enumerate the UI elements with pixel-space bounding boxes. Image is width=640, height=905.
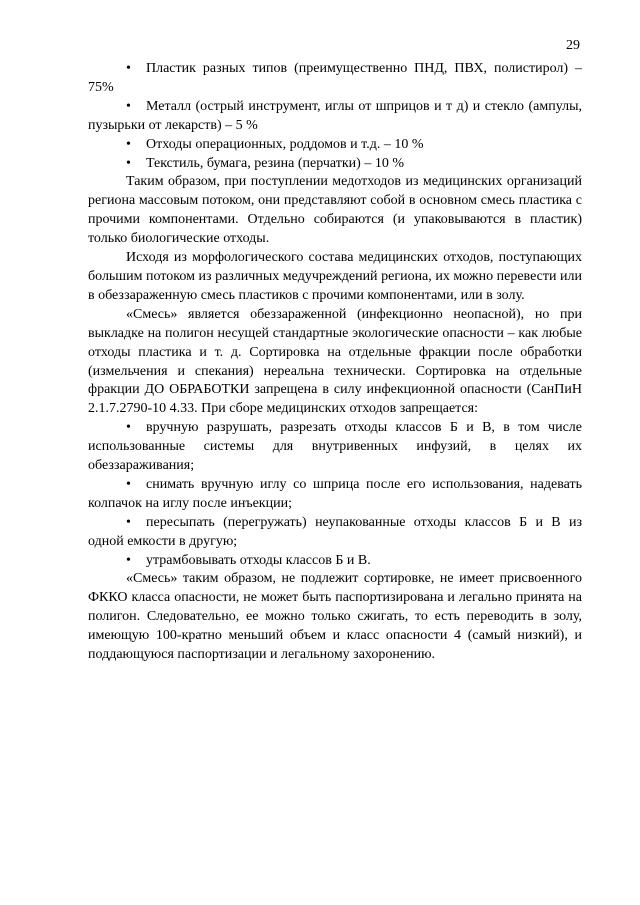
list-item xyxy=(88,98,582,136)
list-item-text: Отходы операционных, роддомов и т.д. – 10 % xyxy=(146,136,424,152)
list-item xyxy=(88,419,582,476)
paragraph: «Смесь» является обеззараженной (инфекционно неопасной), но при выкладке на полигон несущей стандартные экологические опасности – как любые отходы пластика и т. д. Сортировка на отдельные фракции после обработки (измельчения и спекания) нереальна технически. Сортировка на отдельные фракции ДО ОБРАБОТКИ запрещена в силу инфекционной опасности (СанПиН 2.1.7.2790-10 4.33. При сборе медицинских отходов запрещается: xyxy=(88,306,582,417)
paragraph: «Смесь» таким образом, не подлежит сортировке, не имеет присвоенного ФККО класса опасности, не может быть паспортизирована и легально принята на полигон. Следовательно, ее можно только сжигать, то есть переводить в золу, имеющую 100-кратно меньший объем и класс опасности 4 (самый низкий), и поддающуюся паспортизации и легальному захоронению. xyxy=(88,571,582,663)
bullet-icon: • xyxy=(126,420,131,436)
paragraph: Исходя из морфологического состава медицинских отходов, поступающих большим потоком из различных медучреждений региона, их можно перевести или в обеззараженную смесь пластиков с прочими компонентами, или в золу. xyxy=(88,250,582,303)
list-item xyxy=(88,60,582,98)
bullet-icon: • xyxy=(126,476,131,492)
list-item xyxy=(88,552,582,571)
bullet-icon: • xyxy=(126,98,131,114)
list-item xyxy=(88,136,582,155)
list-item xyxy=(88,514,582,552)
list-item-text: утрамбовывать отходы классов Б и В. xyxy=(146,552,371,568)
list-item-text: снимать вручную иглу со шприца после его использования, надевать колпачок на иглу после инъекции; xyxy=(88,476,582,511)
list-item-text: Пластик разных типов (преимущественно ПНД, ПВХ, полистирол) –75% xyxy=(88,61,582,95)
document-body xyxy=(88,60,582,665)
paragraph: Таким образом, при поступлении медотходов из медицинских организаций региона массовым потоком, они представляют собой в основном смесь пластика с прочими компонентами. Отдельно собираются (и упаковываются в пластик) только биологические отходы. xyxy=(88,174,582,247)
list-item xyxy=(88,155,582,174)
bullet-icon: • xyxy=(126,514,131,530)
bullet-icon: • xyxy=(126,136,131,152)
page-number: 29 xyxy=(566,38,580,53)
bullet-icon: • xyxy=(126,155,131,171)
list-item-text: Металл (острый инструмент, иглы от шприцов и т д) и стекло (ампулы, пузырьки от лекарств) – 5 % xyxy=(88,98,582,133)
list-item-text: Текстиль, бумага, резина (перчатки) – 10 % xyxy=(146,155,404,171)
bullet-icon: • xyxy=(126,552,131,568)
bullet-icon: • xyxy=(126,61,131,76)
list-item-text: пересыпать (перегружать) неупакованные отходы классов Б и В из одной емкости в другую; xyxy=(88,514,582,549)
list-item xyxy=(88,476,582,514)
list-item-text: вручную разрушать, разрезать отходы классов Б и В, в том числе использованные системы для внутривенных инфузий, в целях их обеззараживания; xyxy=(88,420,582,474)
